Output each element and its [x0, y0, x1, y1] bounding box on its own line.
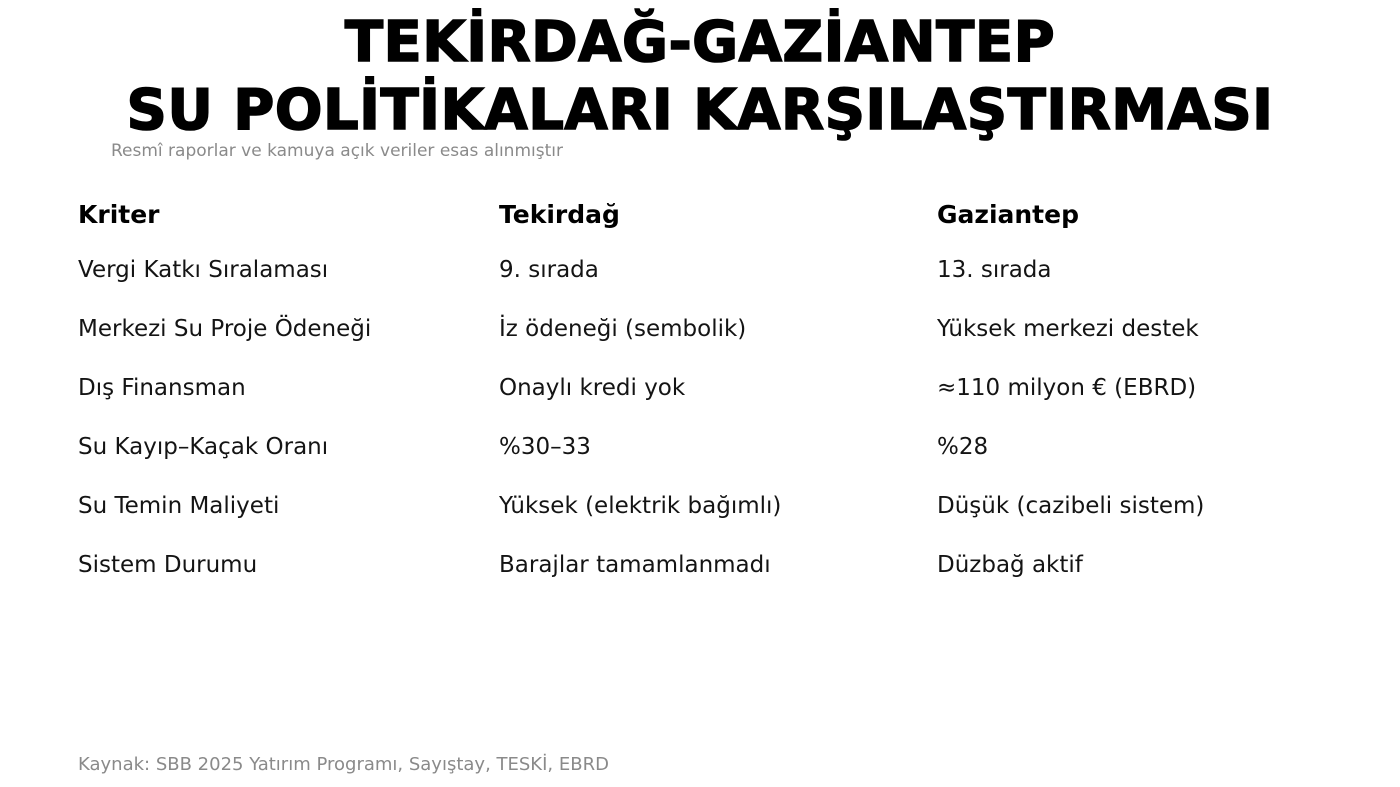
criterion-cell: Su Temin Maliyeti	[78, 493, 280, 519]
table-row	[78, 540, 1338, 599]
tekirdag-cell: Yüksek (elektrik bağımlı)	[499, 493, 782, 519]
table-row	[78, 363, 1338, 422]
criterion-cell: Merkezi Su Proje Ödeneği	[78, 316, 372, 342]
gaziantep-cell: 13. sırada	[937, 257, 1052, 283]
column-header-criterion: Kriter	[78, 200, 160, 229]
column-header-tekirdag: Tekirdağ	[499, 200, 620, 229]
table-row	[78, 481, 1338, 540]
page-title-line-1: TEKİRDAĞ-GAZİANTEP	[344, 10, 1056, 75]
table-row	[78, 245, 1338, 304]
page-subtitle: Resmî raporlar ve kamuya açık veriler esas alınmıştır	[111, 141, 563, 161]
table-row	[78, 304, 1338, 363]
comparison-table	[78, 190, 1338, 599]
gaziantep-cell: Düşük (cazibeli sistem)	[937, 493, 1205, 519]
criterion-cell: Su Kayıp–Kaçak Oranı	[78, 434, 329, 460]
gaziantep-cell: ≈110 milyon € (EBRD)	[937, 375, 1197, 401]
column-header-gaziantep: Gaziantep	[937, 200, 1079, 229]
page-title-line-2: SU POLİTİKALARI KARŞILAŞTIRMASI	[126, 78, 1274, 143]
criterion-cell: Dış Finansman	[78, 375, 246, 401]
table-header-row	[78, 190, 1338, 245]
table-row	[78, 422, 1338, 481]
tekirdag-cell: 9. sırada	[499, 257, 599, 283]
gaziantep-cell: Yüksek merkezi destek	[937, 316, 1199, 342]
gaziantep-cell: Düzbağ aktif	[937, 552, 1083, 578]
source-note: Kaynak: SBB 2025 Yatırım Programı, Sayıştay, TESKİ, EBRD	[78, 754, 609, 775]
criterion-cell: Vergi Katkı Sıralaması	[78, 257, 329, 283]
criterion-cell: Sistem Durumu	[78, 552, 258, 578]
gaziantep-cell: %28	[937, 434, 989, 460]
tekirdag-cell: %30–33	[499, 434, 591, 460]
tekirdag-cell: Onaylı kredi yok	[499, 375, 686, 401]
tekirdag-cell: İz ödeneği (sembolik)	[499, 316, 747, 342]
tekirdag-cell: Barajlar tamamlanmadı	[499, 552, 771, 578]
